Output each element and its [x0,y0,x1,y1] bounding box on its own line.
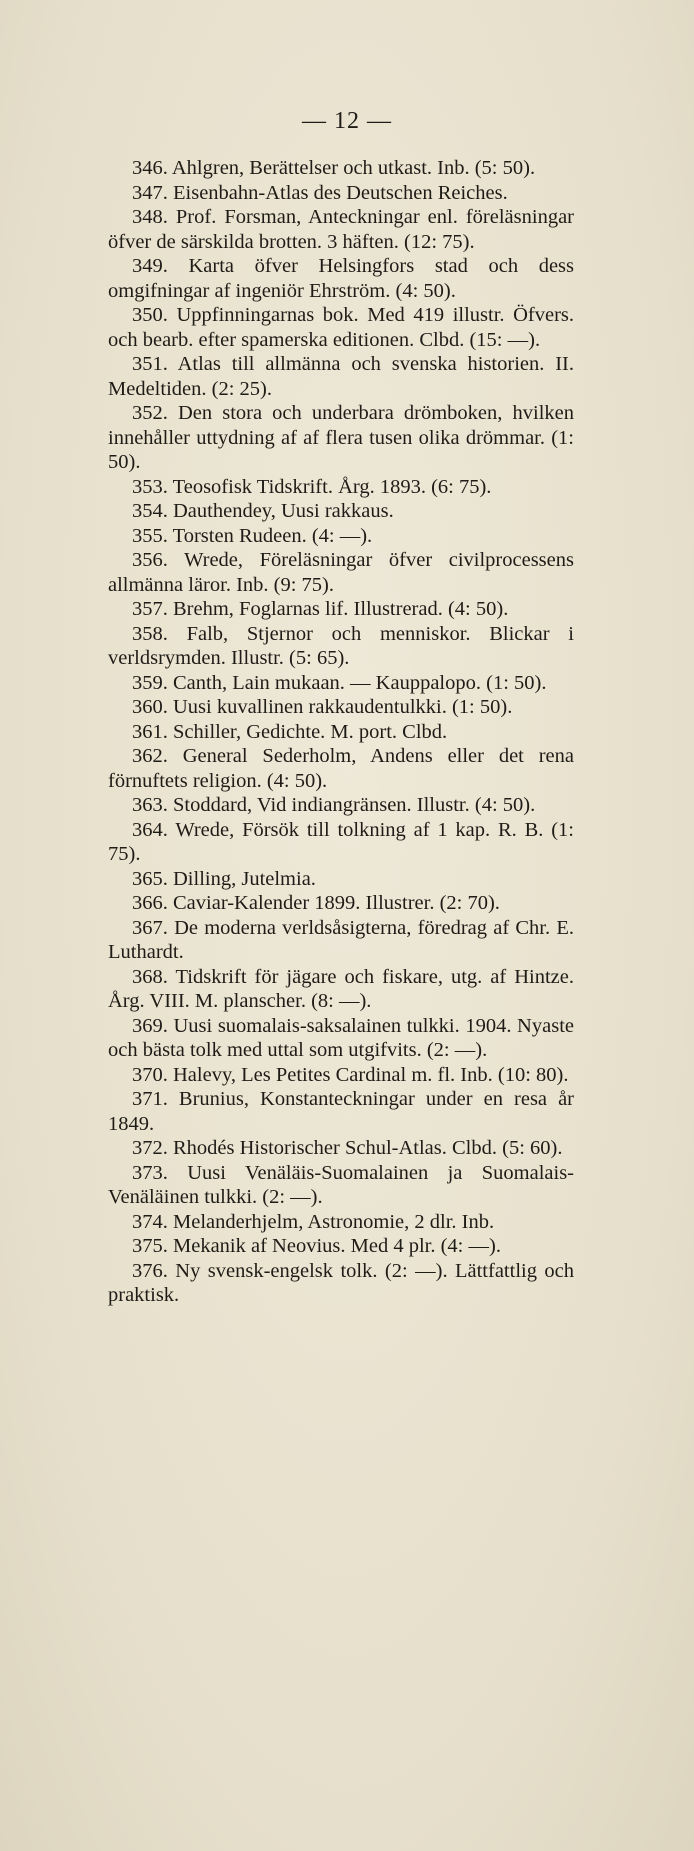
catalog-entry: 365. Dilling, Jutelmia. [132,867,316,890]
catalog-entry: 352. Den stora och underbara drömboken, hvilken innehåller uttydning af af flera tusen olika drömmar. (1: 50). [108,402,574,473]
catalog-entries [108,156,574,1308]
catalog-entry: 358. Falb, Stjernor och menniskor. Blickar i verldsrymden. Illustr. (5: 65). [108,622,574,669]
catalog-entry: 370. Halevy, Les Petites Cardinal m. fl. Inb. (10: 80). [132,1063,569,1086]
catalog-entry: 354. Dauthendey, Uusi rakkaus. [132,500,394,522]
page-number: — 12 — [302,108,392,134]
catalog-entry: 353. Teosofisk Tidskrift. Årg. 1893. (6: 75). [132,475,492,498]
catalog-entry: 347. Eisenbahn-Atlas des Deutschen Reiches. [132,181,508,204]
catalog-entry: 373. Uusi Venäläis-Suomalainen ja Suomalais-Venäläinen tulkki. (2: —). [108,1161,574,1208]
catalog-entry: 349. Karta öfver Helsingfors stad och dess omgifningar af ingeniör Ehrström. (4: 50). [108,255,574,302]
catalog-entry: 346. Ahlgren, Berättelser och utkast. Inb. (5: 50). [132,157,536,179]
catalog-entry: 362. General Sederholm, Andens eller det rena förnuftets religion. (4: 50). [108,745,574,792]
catalog-entry: 351. Atlas till allmänna och svenska historien. II. Medeltiden. (2: 25). [108,353,574,400]
catalog-entry: 372. Rhodés Historischer Schul-Atlas. Clbd. (5: 60). [132,1137,563,1159]
catalog-entry: 355. Torsten Rudeen. (4: —). [132,524,373,547]
catalog-entry: 356. Wrede, Föreläsningar öfver civilprocessens allmänna läror. Inb. (9: 75). [108,549,574,596]
catalog-entry: 364. Wrede, Försök till tolkning af 1 kap. R. B. (1: 75). [108,818,574,865]
catalog-entry: 350. Uppfinningarnas bok. Med 419 illustr. Öfvers. och bearb. efter spamerska editionen. Clbd. (15: —). [108,304,574,351]
catalog-entry: 376. Ny svensk-engelsk tolk. (2: —). Lättfattlig och praktisk. [108,1259,574,1306]
catalog-entry: 359. Canth, Lain mukaan. — Kauppalopo. (1: 50). [132,671,547,694]
catalog-entry: 360. Uusi kuvallinen rakkaudentulkki. (1: 50). [132,696,513,718]
catalog-entry: 348. Prof. Forsman, Anteckningar enl. föreläsningar öfver de särskilda brotten. 3 häften. (12: 75). [108,206,574,253]
catalog-entry: 363. Stoddard, Vid indiangränsen. Illustr. (4: 50). [132,794,536,816]
catalog-entry: 368. Tidskrift för jägare och fiskare, utg. af Hintze. Årg. VIII. M. planscher. (8: —). [108,965,574,1012]
catalog-entry: 375. Mekanik af Neovius. Med 4 plr. (4: —). [132,1235,501,1257]
catalog-entry: 357. Brehm, Foglarnas lif. Illustrerad. (4: 50). [132,598,509,620]
catalog-entry: 369. Uusi suomalais-saksalainen tulkki. 1904. Nyaste och bästa tolk med uttal som utgifvits. (2: —). [108,1014,574,1061]
catalog-entry: 361. Schiller, Gedichte. M. port. Clbd. [132,720,448,743]
catalog-entry: 367. De moderna verldsåsigterna, föredrag af Chr. E. Luthardt. [108,916,574,963]
catalog-entry: 374. Melanderhjelm, Astronomie, 2 dlr. Inb. [132,1210,495,1233]
catalog-entry: 366. Caviar-Kalender 1899. Illustrer. (2: 70). [132,892,500,914]
catalog-entry: 371. Brunius, Konstanteckningar under en resa år 1849. [108,1088,574,1135]
